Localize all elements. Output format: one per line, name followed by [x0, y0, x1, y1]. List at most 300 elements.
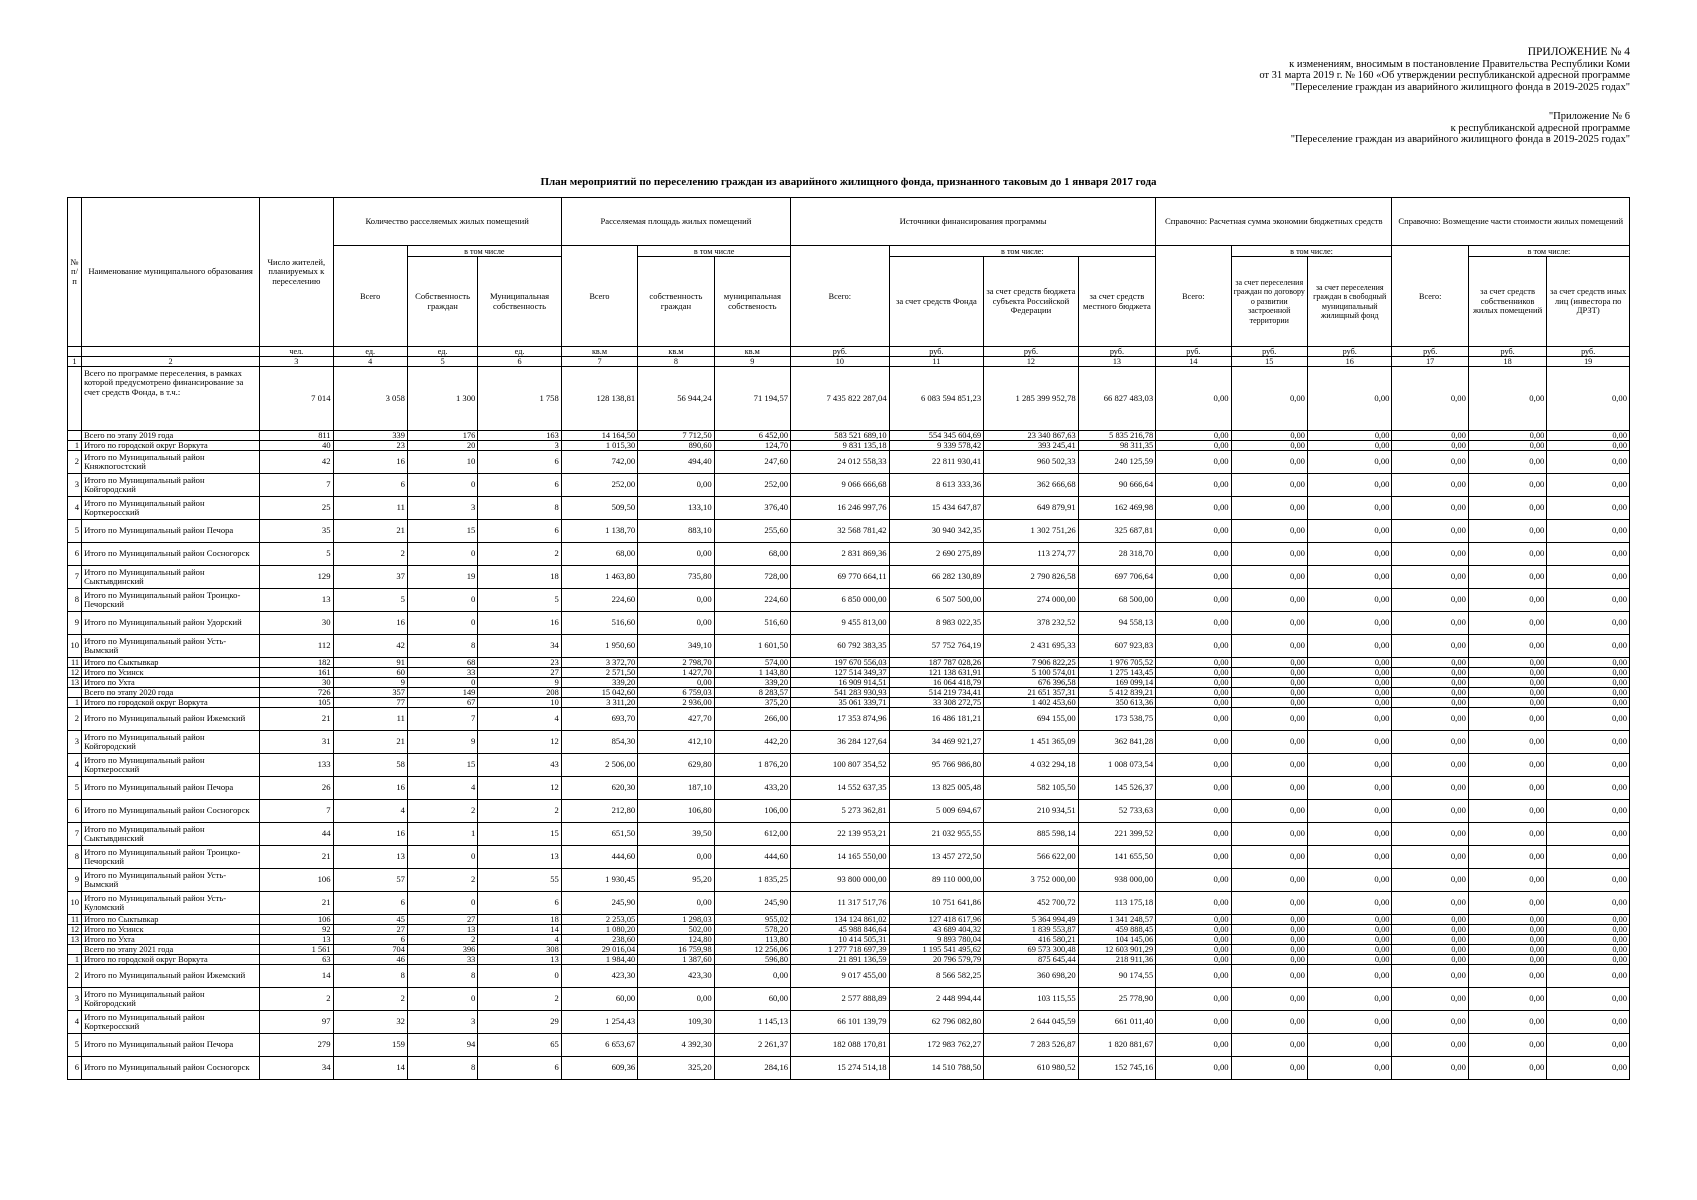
value-cell: 0,00	[1468, 474, 1546, 497]
value-cell: 0,00	[1468, 869, 1546, 892]
col-econ-dev: за счет переселения граждан по договору о развитии застроенной территории	[1231, 257, 1307, 347]
value-cell: 7 283 526,87	[984, 1034, 1079, 1057]
value-cell: 2 448 994,44	[889, 988, 984, 1011]
value-cell: 28 318,70	[1078, 543, 1155, 566]
value-cell: 0,00	[1231, 543, 1307, 566]
value-cell: 69 573 300,48	[984, 945, 1079, 955]
value-cell: 661 011,40	[1078, 1011, 1155, 1034]
municipality-name: Итого по Муниципальный район Печора	[82, 520, 260, 543]
col-residents-header: Число жителей, планируемых к переселению	[260, 198, 333, 347]
value-cell: 0,00	[1231, 731, 1307, 754]
value-cell: 100 807 354,52	[791, 754, 890, 777]
value-cell: 0,00	[638, 846, 714, 869]
municipality-name: Итого по Муниципальный район Усть-Вымский	[82, 869, 260, 892]
value-cell: 0,00	[1468, 846, 1546, 869]
value-cell: 6 759,03	[638, 688, 714, 698]
value-cell: 7	[407, 708, 477, 731]
value-cell: 63	[260, 955, 333, 965]
unit-cell: руб.	[1156, 347, 1231, 357]
in-that-label: в том числе:	[1468, 246, 1629, 257]
value-cell: 13 825 005,48	[889, 777, 984, 800]
value-cell: 8	[478, 497, 561, 520]
unit-cell: руб.	[984, 347, 1079, 357]
value-cell: 3	[407, 1011, 477, 1034]
unit-cell: руб.	[889, 347, 984, 357]
row-number: 6	[68, 800, 82, 823]
value-cell: 266,00	[714, 708, 790, 731]
column-number-cell: 18	[1468, 357, 1546, 367]
value-cell: 0,00	[1156, 367, 1231, 431]
column-number-cell: 2	[82, 357, 260, 367]
value-cell: 16	[333, 612, 407, 635]
table-row	[68, 441, 1630, 451]
value-cell: 0,00	[1307, 474, 1391, 497]
municipality-name: Всего по этапу 2021 года	[82, 945, 260, 955]
table-row	[68, 955, 1630, 965]
table-row	[68, 945, 1630, 955]
municipality-name: Итого по Ухта	[82, 678, 260, 688]
row-number	[68, 945, 82, 955]
value-cell: 0,00	[1468, 892, 1546, 915]
value-cell: 0,00	[1307, 543, 1391, 566]
value-cell: 19	[407, 566, 477, 589]
value-cell: 2 831 869,36	[791, 543, 890, 566]
value-cell: 0,00	[1307, 451, 1391, 474]
col-rooms-municipal: Муниципальная собственность	[478, 257, 561, 347]
value-cell: 0,00	[1392, 497, 1468, 520]
value-cell: 15 274 514,18	[791, 1057, 890, 1080]
value-cell: 16	[333, 823, 407, 846]
value-cell: 0,00	[1307, 658, 1391, 668]
value-cell: 412,10	[638, 731, 714, 754]
column-number-cell: 12	[984, 357, 1079, 367]
value-cell: 113,80	[714, 935, 790, 945]
value-cell: 735,80	[638, 566, 714, 589]
value-cell: 14	[260, 965, 333, 988]
value-cell: 0,00	[1547, 708, 1630, 731]
municipality-name: Всего по этапу 2020 года	[82, 688, 260, 698]
value-cell: 2 431 695,33	[984, 635, 1079, 658]
value-cell: 60,00	[714, 988, 790, 1011]
value-cell: 25 778,90	[1078, 988, 1155, 1011]
value-cell: 0,00	[1392, 988, 1468, 1011]
row-number: 4	[68, 497, 82, 520]
value-cell: 145 526,37	[1078, 777, 1155, 800]
value-cell: 612,00	[714, 823, 790, 846]
value-cell: 0,00	[1392, 915, 1468, 925]
value-cell: 60 792 383,35	[791, 635, 890, 658]
value-cell: 0,00	[1156, 915, 1231, 925]
value-cell: 2	[407, 800, 477, 823]
value-cell: 2	[478, 988, 561, 1011]
value-cell: 9 831 135,18	[791, 441, 890, 451]
value-cell: 149	[407, 688, 477, 698]
value-cell: 0,00	[1307, 635, 1391, 658]
value-cell: 0,00	[1547, 823, 1630, 846]
value-cell: 21 651 357,31	[984, 688, 1079, 698]
municipality-name: Итого по Муниципальный район Удорский	[82, 612, 260, 635]
row-number: 9	[68, 869, 82, 892]
value-cell: 502,00	[638, 925, 714, 935]
table-row	[68, 754, 1630, 777]
value-cell: 245,90	[561, 892, 637, 915]
table-row	[68, 1011, 1630, 1034]
value-cell: 66 282 130,89	[889, 566, 984, 589]
municipality-name: Итого по Муниципальный район Сосногорск	[82, 1057, 260, 1080]
value-cell: 35 061 339,71	[791, 698, 890, 708]
value-cell: 284,16	[714, 1057, 790, 1080]
value-cell: 0,00	[1307, 869, 1391, 892]
value-cell: 1 758	[478, 367, 561, 431]
col-econ-free: за счет переселения граждан в свободный муниципальный жилищный фонд	[1307, 257, 1391, 347]
value-cell: 109,30	[638, 1011, 714, 1034]
value-cell: 1 195 541 495,62	[889, 945, 984, 955]
value-cell: 26	[260, 777, 333, 800]
value-cell: 11	[333, 497, 407, 520]
value-cell: 62 796 082,80	[889, 1011, 984, 1034]
value-cell: 36 284 127,64	[791, 731, 890, 754]
value-cell: 15	[478, 823, 561, 846]
value-cell: 21	[333, 520, 407, 543]
municipality-name: Итого по Муниципальный район Ижемский	[82, 708, 260, 731]
value-cell: 433,20	[714, 777, 790, 800]
value-cell: 30	[260, 612, 333, 635]
value-cell: 2 790 826,58	[984, 566, 1079, 589]
value-cell: 0,00	[1156, 612, 1231, 635]
value-cell: 0,00	[1468, 731, 1546, 754]
value-cell: 0,00	[1392, 935, 1468, 945]
value-cell: 10 414 505,31	[791, 935, 890, 945]
value-cell: 0,00	[1156, 635, 1231, 658]
column-number-cell: 10	[791, 357, 890, 367]
value-cell: 0,00	[1231, 589, 1307, 612]
value-cell: 325 687,81	[1078, 520, 1155, 543]
value-cell: 1 302 751,26	[984, 520, 1079, 543]
column-number-cell: 16	[1307, 357, 1391, 367]
value-cell: 444,60	[714, 846, 790, 869]
value-cell: 14	[478, 925, 561, 935]
table-row	[68, 698, 1630, 708]
value-cell: 113 274,77	[984, 543, 1079, 566]
value-cell: 0,00	[1156, 520, 1231, 543]
value-cell: 0,00	[1156, 892, 1231, 915]
value-cell: 124,80	[638, 935, 714, 945]
value-cell: 104 145,06	[1078, 935, 1155, 945]
value-cell: 0	[407, 988, 477, 1011]
value-cell: 0,00	[1231, 474, 1307, 497]
value-cell: 0,00	[1468, 915, 1546, 925]
value-cell: 0,00	[1307, 678, 1391, 688]
value-cell: 0,00	[1468, 777, 1546, 800]
value-cell: 2 253,05	[561, 915, 637, 925]
value-cell: 23	[478, 658, 561, 668]
value-cell: 8	[407, 635, 477, 658]
value-cell: 0,00	[1468, 612, 1546, 635]
value-cell: 0,00	[1307, 668, 1391, 678]
value-cell: 0,00	[1392, 945, 1468, 955]
value-cell: 0,00	[1156, 1011, 1231, 1034]
appendix-line: "Переселение граждан из аварийного жилищного фонда в 2019-2025 годах"	[1290, 81, 1630, 93]
value-cell: 325,20	[638, 1057, 714, 1080]
value-cell: 35	[260, 520, 333, 543]
value-cell: 0,00	[1547, 777, 1630, 800]
value-cell: 0,00	[1156, 1057, 1231, 1080]
table-row	[68, 678, 1630, 688]
value-cell: 16	[333, 777, 407, 800]
value-cell: 46	[333, 955, 407, 965]
value-cell: 0,00	[1156, 566, 1231, 589]
value-cell: 0,00	[1468, 678, 1546, 688]
value-cell: 27	[407, 915, 477, 925]
value-cell: 141 655,50	[1078, 846, 1155, 869]
value-cell: 0,00	[1307, 566, 1391, 589]
value-cell: 0,00	[1156, 708, 1231, 731]
municipality-name: Итого по Муниципальный район Ижемский	[82, 965, 260, 988]
value-cell: 1 402 453,60	[984, 698, 1079, 708]
value-cell: 66 101 139,79	[791, 1011, 890, 1034]
value-cell: 0,00	[1392, 520, 1468, 543]
municipality-name: Итого по Муниципальный район Сыктывдинский	[82, 566, 260, 589]
value-cell: 578,20	[714, 925, 790, 935]
value-cell: 152 745,16	[1078, 1057, 1155, 1080]
value-cell: 0,00	[1231, 823, 1307, 846]
value-cell: 442,20	[714, 731, 790, 754]
value-cell: 68,00	[561, 543, 637, 566]
value-cell: 0,00	[1231, 708, 1307, 731]
value-cell: 0,00	[1468, 635, 1546, 658]
value-cell: 8 283,57	[714, 688, 790, 698]
value-cell: 21	[260, 892, 333, 915]
value-cell: 197 670 556,03	[791, 658, 890, 668]
table-row	[68, 367, 1630, 431]
appendix6-line: к республиканской адресной программе	[1450, 122, 1630, 134]
value-cell: 0,00	[1392, 612, 1468, 635]
value-cell: 0,00	[1468, 935, 1546, 945]
unit-cell	[68, 347, 82, 357]
value-cell: 16 486 181,21	[889, 708, 984, 731]
value-cell: 65	[478, 1034, 561, 1057]
value-cell: 0,00	[638, 988, 714, 1011]
value-cell: 31	[260, 731, 333, 754]
col-area-municipal: муниципальная собственость	[714, 257, 790, 347]
value-cell: 0,00	[1468, 441, 1546, 451]
unit-cell: кв.м	[714, 347, 790, 357]
row-number: 4	[68, 1011, 82, 1034]
unit-cell: чел.	[260, 347, 333, 357]
value-cell: 10	[478, 698, 561, 708]
value-cell: 885 598,14	[984, 823, 1079, 846]
value-cell: 0,00	[1392, 1034, 1468, 1057]
table-row	[68, 474, 1630, 497]
table-row	[68, 869, 1630, 892]
value-cell: 12	[478, 731, 561, 754]
value-cell: 159	[333, 1034, 407, 1057]
col-econ-total: Всего:	[1156, 246, 1231, 347]
value-cell: 0,00	[1307, 708, 1391, 731]
appendix-header	[1259, 46, 1630, 93]
value-cell: 376,40	[714, 497, 790, 520]
value-cell: 9 455 813,00	[791, 612, 890, 635]
value-cell: 105	[260, 698, 333, 708]
row-number: 10	[68, 635, 82, 658]
value-cell: 3 058	[333, 367, 407, 431]
table-row	[68, 668, 1630, 678]
value-cell: 33	[407, 668, 477, 678]
unit-cell: ед.	[333, 347, 407, 357]
value-cell: 29	[478, 1011, 561, 1034]
value-cell: 0,00	[638, 612, 714, 635]
value-cell: 0,00	[1307, 367, 1391, 431]
appendix-line: от 31 марта 2019 г. № 160 «Об утверждении республиканской адресной программе	[1259, 70, 1630, 81]
value-cell: 0,00	[1392, 708, 1468, 731]
col-fin-total: Всего:	[791, 246, 890, 347]
municipality-name: Итого по Усинск	[82, 668, 260, 678]
value-cell: 90 174,55	[1078, 965, 1155, 988]
value-cell: 16 064 418,79	[889, 678, 984, 688]
value-cell: 416 580,21	[984, 935, 1079, 945]
value-cell: 649 879,91	[984, 497, 1079, 520]
value-cell: 247,60	[714, 451, 790, 474]
value-cell: 13	[333, 846, 407, 869]
municipality-name: Итого по Сыктывкар	[82, 915, 260, 925]
value-cell: 1 451 365,09	[984, 731, 1079, 754]
col-name-header: Наименование муниципального образования	[82, 198, 260, 347]
value-cell: 21 032 955,55	[889, 823, 984, 846]
value-cell: 15	[407, 754, 477, 777]
value-cell: 393 245,41	[984, 441, 1079, 451]
group-area-header: Расселяемая площадь жилых помещений	[561, 198, 790, 246]
value-cell: 1 930,45	[561, 869, 637, 892]
value-cell: 0	[407, 612, 477, 635]
value-cell: 0,00	[1392, 777, 1468, 800]
value-cell: 728,00	[714, 566, 790, 589]
table-row	[68, 543, 1630, 566]
column-number-cell: 19	[1547, 357, 1630, 367]
value-cell: 0,00	[1547, 612, 1630, 635]
value-cell: 2 936,00	[638, 698, 714, 708]
value-cell: 1 277 718 697,39	[791, 945, 890, 955]
row-number: 1	[68, 441, 82, 451]
value-cell: 357	[333, 688, 407, 698]
value-cell: 112	[260, 635, 333, 658]
value-cell: 0,00	[1231, 497, 1307, 520]
municipality-name: Всего по этапу 2019 года	[82, 431, 260, 441]
value-cell: 0,00	[1392, 1057, 1468, 1080]
value-cell: 1 341 248,57	[1078, 915, 1155, 925]
value-cell: 0,00	[1468, 708, 1546, 731]
value-cell: 0	[407, 892, 477, 915]
column-number-cell: 9	[714, 357, 790, 367]
value-cell: 8 983 022,35	[889, 612, 984, 635]
value-cell: 27	[333, 925, 407, 935]
value-cell: 883,10	[638, 520, 714, 543]
value-cell: 16 909 914,51	[791, 678, 890, 688]
value-cell: 6	[478, 451, 561, 474]
value-cell: 0,00	[1307, 1034, 1391, 1057]
value-cell: 0,00	[638, 589, 714, 612]
value-cell: 6	[333, 892, 407, 915]
value-cell: 18	[478, 566, 561, 589]
value-cell: 0,00	[1392, 965, 1468, 988]
value-cell: 2	[333, 543, 407, 566]
column-number-cell: 1	[68, 357, 82, 367]
value-cell: 0,00	[1307, 589, 1391, 612]
row-number	[68, 688, 82, 698]
value-cell: 0,00	[1231, 965, 1307, 988]
value-cell: 0,00	[1468, 431, 1546, 441]
value-cell: 452 700,72	[984, 892, 1079, 915]
value-cell: 362 666,68	[984, 474, 1079, 497]
value-cell: 68 500,00	[1078, 589, 1155, 612]
value-cell: 1 835,25	[714, 869, 790, 892]
table-row	[68, 892, 1630, 915]
value-cell: 0,00	[1231, 892, 1307, 915]
value-cell: 22 139 953,21	[791, 823, 890, 846]
value-cell: 2 577 888,89	[791, 988, 890, 1011]
municipality-name: Итого по Муниципальный район Усть-Вымский	[82, 635, 260, 658]
row-number	[68, 367, 82, 431]
col-area-total: Всего	[561, 246, 637, 347]
value-cell: 1 561	[260, 945, 333, 955]
value-cell: 516,60	[561, 612, 637, 635]
row-number: 8	[68, 589, 82, 612]
value-cell: 541 283 930,93	[791, 688, 890, 698]
value-cell: 9	[407, 731, 477, 754]
value-cell: 15	[407, 520, 477, 543]
value-cell: 0,00	[1231, 658, 1307, 668]
value-cell: 224,60	[714, 589, 790, 612]
value-cell: 33	[407, 955, 477, 965]
row-number: 3	[68, 731, 82, 754]
value-cell: 574,00	[714, 658, 790, 668]
value-cell: 0,00	[1392, 846, 1468, 869]
value-cell: 0,00	[1547, 731, 1630, 754]
value-cell: 129	[260, 566, 333, 589]
value-cell: 0,00	[1547, 846, 1630, 869]
value-cell: 0,00	[1307, 441, 1391, 451]
value-cell: 0,00	[1392, 731, 1468, 754]
value-cell: 0,00	[1156, 497, 1231, 520]
value-cell: 0,00	[1547, 800, 1630, 823]
municipality-name: Итого по Муниципальный район Сосногорск	[82, 800, 260, 823]
value-cell: 554 345 604,69	[889, 431, 984, 441]
value-cell: 350 613,36	[1078, 698, 1155, 708]
value-cell: 0,00	[1468, 1057, 1546, 1080]
column-number-cell: 3	[260, 357, 333, 367]
value-cell: 0,00	[1547, 1011, 1630, 1034]
table-row	[68, 777, 1630, 800]
document-title: План мероприятий по переселению граждан из аварийного жилищного фонда, признанного таковым до 1 января 2017 года	[540, 176, 1157, 188]
row-number: 11	[68, 658, 82, 668]
value-cell: 854,30	[561, 731, 637, 754]
value-cell: 693,70	[561, 708, 637, 731]
value-cell: 240 125,59	[1078, 451, 1155, 474]
value-cell: 43	[478, 754, 561, 777]
value-cell: 609,36	[561, 1057, 637, 1080]
value-cell: 187,10	[638, 777, 714, 800]
value-cell: 0,00	[1307, 612, 1391, 635]
value-cell: 13	[478, 846, 561, 869]
value-cell: 5 364 994,49	[984, 915, 1079, 925]
table-row	[68, 731, 1630, 754]
value-cell: 34	[478, 635, 561, 658]
value-cell: 339,20	[714, 678, 790, 688]
row-number: 9	[68, 612, 82, 635]
table-row	[68, 925, 1630, 935]
value-cell: 514 219 734,41	[889, 688, 984, 698]
unit-cell: руб.	[1392, 347, 1468, 357]
value-cell: 15 434 647,87	[889, 497, 984, 520]
